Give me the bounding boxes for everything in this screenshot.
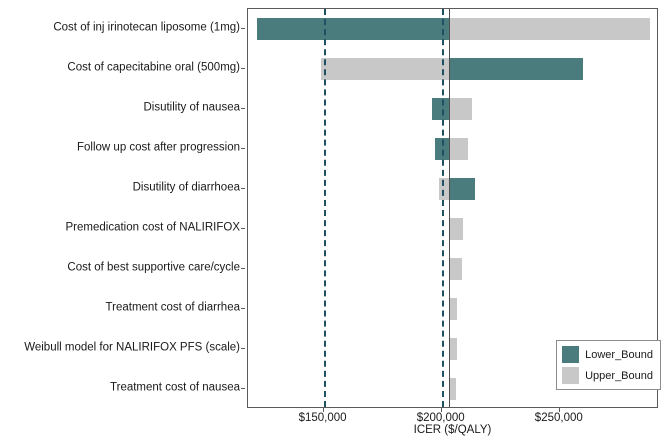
bar-upper-bound	[449, 138, 468, 160]
legend-swatch-upper	[562, 367, 579, 384]
y-axis-tick	[241, 28, 245, 29]
y-axis-label: Treatment cost of diarrhea	[105, 301, 240, 314]
bar-upper-bound	[449, 338, 457, 360]
y-axis-label: Follow up cost after progression	[77, 141, 240, 154]
y-axis-tick	[241, 388, 245, 389]
bar-upper-bound	[449, 298, 457, 320]
bar-lower-bound	[432, 98, 449, 120]
y-axis-tick	[241, 188, 245, 189]
x-axis-title: ICER ($/QALY)	[413, 424, 492, 436]
x-axis-tick-label: $250,000	[534, 412, 583, 424]
y-axis-label: Disutility of diarrhoea	[132, 181, 240, 194]
y-axis-label: Cost of best supportive care/cycle	[67, 261, 240, 274]
legend-swatch-lower	[562, 346, 579, 363]
bar-upper-bound	[449, 258, 462, 280]
bar-upper-bound	[449, 98, 473, 120]
reference-line-baseline-icer	[449, 9, 450, 407]
x-axis-tick-label: $200,000	[416, 412, 465, 424]
bar-upper-bound	[449, 378, 456, 400]
reference-line-wtp-threshold-low	[324, 9, 326, 407]
bar-lower-bound	[257, 18, 448, 40]
bar-lower-bound	[449, 178, 475, 200]
y-axis-tick	[241, 108, 245, 109]
y-axis-label: Cost of inj irinotecan liposome (1mg)	[53, 21, 240, 34]
y-axis-tick	[241, 348, 245, 349]
y-axis-label: Disutility of nausea	[143, 101, 240, 114]
bar-lower-bound	[449, 58, 584, 80]
y-axis-label: Premedication cost of NALIRIFOX	[65, 221, 240, 234]
y-axis-tick	[241, 268, 245, 269]
y-axis-tick	[241, 308, 245, 309]
y-axis-tick	[241, 228, 245, 229]
y-axis-label: Treatment cost of nausea	[110, 381, 240, 394]
y-axis-tick	[241, 68, 245, 69]
bar-upper-bound	[449, 18, 650, 40]
legend-label-upper: Upper_Bound	[585, 369, 653, 382]
y-axis-label: Cost of capecitabine oral (500mg)	[67, 61, 240, 74]
y-axis-label: Weibull model for NALIRIFOX PFS (scale)	[24, 341, 240, 354]
x-axis-tick-label: $150,000	[298, 412, 347, 424]
legend-item-upper[interactable]	[562, 367, 653, 384]
legend-item-lower[interactable]	[562, 346, 653, 363]
legend-label-lower: Lower_Bound	[585, 348, 653, 361]
y-axis-tick	[241, 148, 245, 149]
bar-upper-bound	[321, 58, 449, 80]
legend	[556, 340, 661, 390]
bar-upper-bound	[449, 218, 463, 240]
reference-line-wtp-threshold-high	[442, 9, 444, 407]
y-axis-category-labels	[0, 8, 240, 408]
